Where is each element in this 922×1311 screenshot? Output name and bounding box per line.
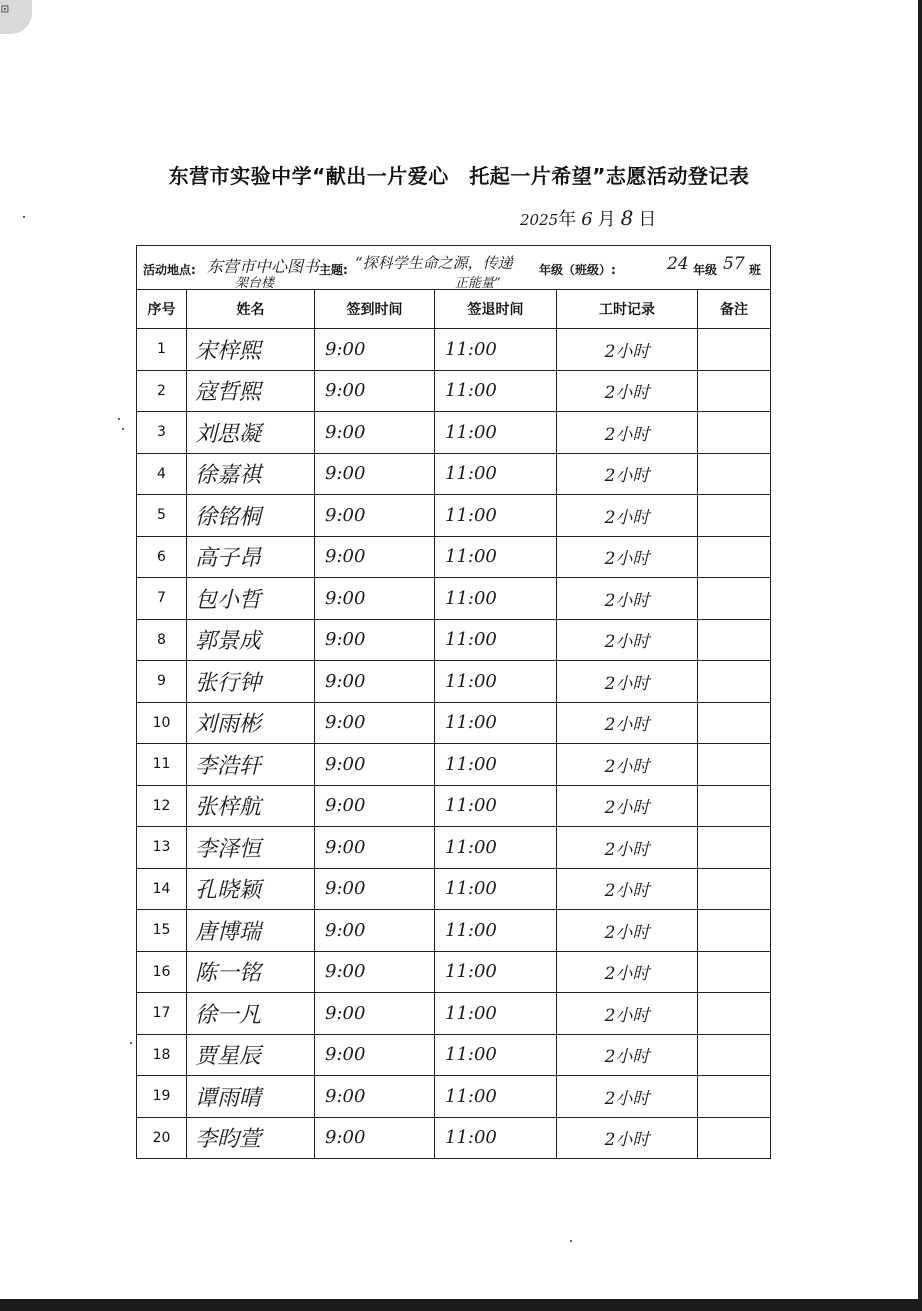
col-signout-header: 签退时间 xyxy=(435,290,557,329)
row-signin-time: 9:00 xyxy=(315,1117,435,1159)
corner-tab[interactable] xyxy=(0,0,32,34)
row-name: 刘思凝 xyxy=(187,412,315,454)
table-row xyxy=(137,827,771,869)
row-signin-time: 9:00 xyxy=(315,785,435,827)
row-name: 张梓航 xyxy=(187,785,315,827)
row-number: 15 xyxy=(137,910,187,952)
row-name: 郭景成 xyxy=(187,619,315,661)
row-name: 陈一铭 xyxy=(187,951,315,993)
row-signout-time: 11:00 xyxy=(435,951,557,993)
table-row xyxy=(137,951,771,993)
date-year-unit: 年 xyxy=(558,209,577,230)
row-signout-time: 11:00 xyxy=(435,1034,557,1076)
row-signout-time: 11:00 xyxy=(435,702,557,744)
row-note xyxy=(698,993,771,1035)
row-signin-time: 9:00 xyxy=(315,329,435,371)
row-name: 包小哲 xyxy=(187,578,315,620)
table-row xyxy=(137,744,771,786)
scan-speck xyxy=(122,428,124,430)
row-signout-time: 11:00 xyxy=(435,744,557,786)
row-signout-time: 11:00 xyxy=(435,370,557,412)
row-note xyxy=(698,785,771,827)
row-signin-time: 9:00 xyxy=(315,910,435,952)
row-signout-time: 11:00 xyxy=(435,910,557,952)
table-row xyxy=(137,495,771,537)
row-number: 1 xyxy=(137,329,187,371)
scan-speck xyxy=(118,418,120,420)
expand-icon: ⊡ xyxy=(1,2,9,17)
row-hours: 2小时 xyxy=(557,910,698,952)
row-name: 宋梓熙 xyxy=(187,329,315,371)
row-note xyxy=(698,661,771,703)
table-row xyxy=(137,910,771,952)
class-value: 57 xyxy=(723,254,745,274)
row-hours: 2小时 xyxy=(557,1034,698,1076)
grade-unit: 年级 xyxy=(693,263,718,277)
table-row xyxy=(137,370,771,412)
row-hours: 2小时 xyxy=(557,1117,698,1159)
row-name: 刘雨彬 xyxy=(187,702,315,744)
location-label: 活动地点: xyxy=(143,263,196,277)
row-signout-time: 11:00 xyxy=(435,495,557,537)
row-signout-time: 11:00 xyxy=(435,453,557,495)
row-name: 徐铭桐 xyxy=(187,495,315,537)
registration-table xyxy=(136,245,771,1159)
col-name-header: 姓名 xyxy=(187,290,315,329)
class-unit: 班 xyxy=(749,263,762,277)
row-number: 12 xyxy=(137,785,187,827)
table-row xyxy=(137,785,771,827)
row-note xyxy=(698,329,771,371)
row-note xyxy=(698,910,771,952)
row-note xyxy=(698,1034,771,1076)
row-note xyxy=(698,827,771,869)
row-name: 李泽恒 xyxy=(187,827,315,869)
row-signout-time: 11:00 xyxy=(435,329,557,371)
row-signout-time: 11:00 xyxy=(435,412,557,454)
row-number: 20 xyxy=(137,1117,187,1159)
row-signin-time: 9:00 xyxy=(315,536,435,578)
table-row xyxy=(137,993,771,1035)
row-name: 李昀萱 xyxy=(187,1117,315,1159)
row-signin-time: 9:00 xyxy=(315,578,435,620)
row-hours: 2小时 xyxy=(557,329,698,371)
row-hours: 2小时 xyxy=(557,785,698,827)
row-number: 3 xyxy=(137,412,187,454)
table-row xyxy=(137,1076,771,1118)
date-day: 8 xyxy=(620,206,634,230)
row-hours: 2小时 xyxy=(557,868,698,910)
row-signin-time: 9:00 xyxy=(315,1034,435,1076)
row-number: 6 xyxy=(137,536,187,578)
table-row xyxy=(137,1034,771,1076)
col-note-header: 备注 xyxy=(698,290,771,329)
row-signin-time: 9:00 xyxy=(315,993,435,1035)
table-row xyxy=(137,453,771,495)
row-name: 李浩轩 xyxy=(187,744,315,786)
row-number: 10 xyxy=(137,702,187,744)
row-note xyxy=(698,495,771,537)
date-month-unit: 月 xyxy=(597,209,616,230)
row-number: 14 xyxy=(137,868,187,910)
row-signout-time: 11:00 xyxy=(435,619,557,661)
row-number: 9 xyxy=(137,661,187,703)
row-hours: 2小时 xyxy=(557,1076,698,1118)
theme-value: “探科学生命之源，传递 xyxy=(355,254,513,272)
date-day-unit: 日 xyxy=(638,209,657,230)
scan-speck xyxy=(23,216,25,218)
row-note xyxy=(698,578,771,620)
row-hours: 2小时 xyxy=(557,619,698,661)
row-hours: 2小时 xyxy=(557,993,698,1035)
row-number: 5 xyxy=(137,495,187,537)
row-number: 11 xyxy=(137,744,187,786)
table-body xyxy=(137,329,771,1159)
row-hours: 2小时 xyxy=(557,578,698,620)
row-note xyxy=(698,453,771,495)
row-name: 唐博瑞 xyxy=(187,910,315,952)
table-row xyxy=(137,578,771,620)
row-number: 19 xyxy=(137,1076,187,1118)
row-note xyxy=(698,1117,771,1159)
row-signin-time: 9:00 xyxy=(315,1076,435,1118)
row-note xyxy=(698,868,771,910)
col-no-header: 序号 xyxy=(137,290,187,329)
scan-speck xyxy=(570,1240,572,1242)
row-name: 徐嘉祺 xyxy=(187,453,315,495)
header-row xyxy=(137,290,771,329)
row-hours: 2小时 xyxy=(557,453,698,495)
row-signout-time: 11:00 xyxy=(435,1117,557,1159)
row-number: 13 xyxy=(137,827,187,869)
location-value: 东营市中心图书 xyxy=(207,257,320,276)
row-signout-time: 11:00 xyxy=(435,785,557,827)
row-number: 8 xyxy=(137,619,187,661)
row-number: 2 xyxy=(137,370,187,412)
row-note xyxy=(698,619,771,661)
col-signin-header: 签到时间 xyxy=(315,290,435,329)
table-row xyxy=(137,661,771,703)
row-number: 18 xyxy=(137,1034,187,1076)
row-name: 孔晓颖 xyxy=(187,868,315,910)
info-cell xyxy=(137,246,771,290)
row-signout-time: 11:00 xyxy=(435,1076,557,1118)
grade-label: 年级（班级）: xyxy=(539,263,616,277)
theme-label: 主题: xyxy=(319,263,348,277)
row-signout-time: 11:00 xyxy=(435,868,557,910)
row-signin-time: 9:00 xyxy=(315,868,435,910)
row-signin-time: 9:00 xyxy=(315,661,435,703)
row-signout-time: 11:00 xyxy=(435,661,557,703)
scan-speck xyxy=(130,1042,132,1044)
theme-value-line2: 正能量” xyxy=(455,276,501,291)
row-signout-time: 11:00 xyxy=(435,827,557,869)
row-note xyxy=(698,702,771,744)
table-row xyxy=(137,536,771,578)
row-name: 寇哲熙 xyxy=(187,370,315,412)
table-row xyxy=(137,702,771,744)
row-name: 徐一凡 xyxy=(187,993,315,1035)
table-row xyxy=(137,619,771,661)
row-signin-time: 9:00 xyxy=(315,370,435,412)
table-row xyxy=(137,1117,771,1159)
table-row xyxy=(137,329,771,371)
row-note xyxy=(698,744,771,786)
row-note xyxy=(698,951,771,993)
table-row xyxy=(137,412,771,454)
row-hours: 2小时 xyxy=(557,744,698,786)
location-value-line2: 架台楼 xyxy=(235,276,275,291)
col-hours-header: 工时记录 xyxy=(557,290,698,329)
row-name: 谭雨晴 xyxy=(187,1076,315,1118)
row-hours: 2小时 xyxy=(557,495,698,537)
row-number: 7 xyxy=(137,578,187,620)
row-number: 17 xyxy=(137,993,187,1035)
row-hours: 2小时 xyxy=(557,536,698,578)
row-signin-time: 9:00 xyxy=(315,951,435,993)
row-signin-time: 9:00 xyxy=(315,619,435,661)
row-name: 高子昂 xyxy=(187,536,315,578)
row-number: 4 xyxy=(137,453,187,495)
row-hours: 2小时 xyxy=(557,827,698,869)
date-year: 2025 xyxy=(520,211,559,229)
row-note xyxy=(698,370,771,412)
date-line xyxy=(520,205,656,231)
row-signin-time: 9:00 xyxy=(315,495,435,537)
info-row xyxy=(137,246,771,290)
row-hours: 2小时 xyxy=(557,951,698,993)
row-name: 张行钟 xyxy=(187,661,315,703)
row-signout-time: 11:00 xyxy=(435,993,557,1035)
row-hours: 2小时 xyxy=(557,661,698,703)
row-note xyxy=(698,536,771,578)
row-signout-time: 11:00 xyxy=(435,578,557,620)
row-signin-time: 9:00 xyxy=(315,453,435,495)
row-hours: 2小时 xyxy=(557,702,698,744)
row-signin-time: 9:00 xyxy=(315,744,435,786)
row-signout-time: 11:00 xyxy=(435,536,557,578)
row-name: 贾星辰 xyxy=(187,1034,315,1076)
row-hours: 2小时 xyxy=(557,370,698,412)
row-number: 16 xyxy=(137,951,187,993)
grade-value: 24 xyxy=(667,254,689,274)
row-signin-time: 9:00 xyxy=(315,702,435,744)
row-note xyxy=(698,1076,771,1118)
table-row xyxy=(137,868,771,910)
row-note xyxy=(698,412,771,454)
row-signin-time: 9:00 xyxy=(315,827,435,869)
page-title: 东营市实验中学“献出一片爱心 托起一片希望”志愿活动登记表 xyxy=(168,164,750,188)
row-signin-time: 9:00 xyxy=(315,412,435,454)
row-hours: 2小时 xyxy=(557,412,698,454)
date-month: 6 xyxy=(581,209,593,230)
